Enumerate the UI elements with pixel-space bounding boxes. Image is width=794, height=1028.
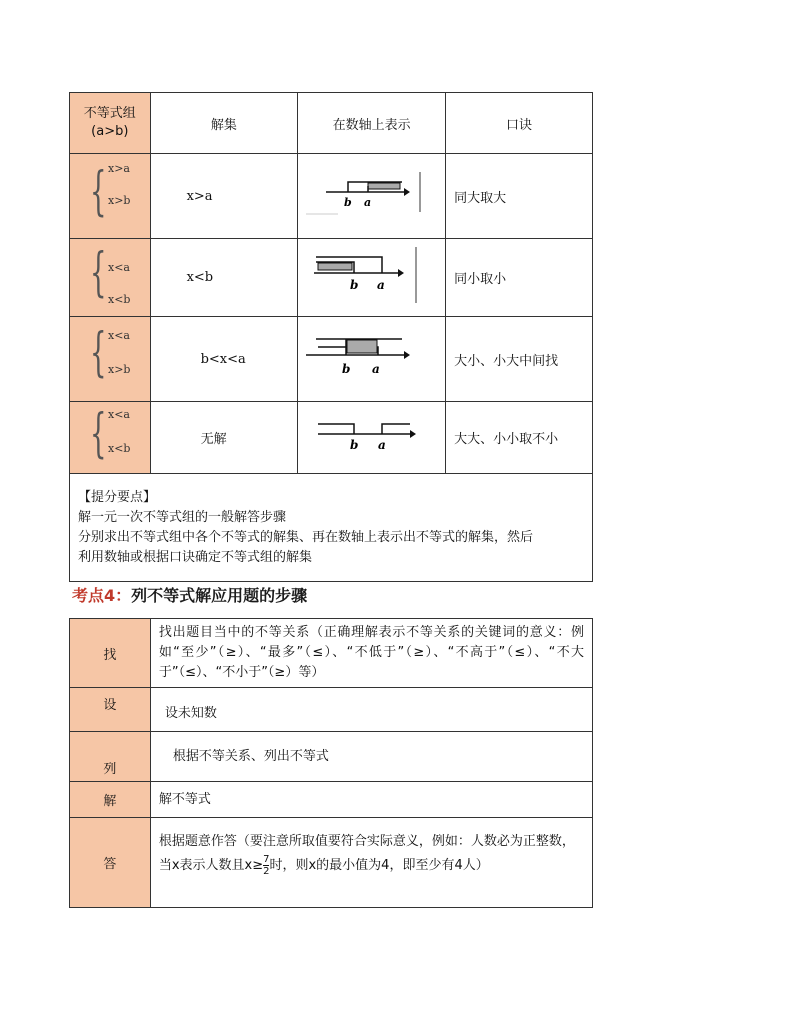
axis-label-b: b [344, 196, 352, 209]
table-row [70, 688, 593, 732]
table-header-row [70, 93, 593, 154]
tips-line: 利用数轴或根据口诀确定不等式组的解集 [78, 550, 313, 565]
header-system: 不等式组 (a>b) [70, 93, 151, 154]
number-line-diagram [298, 239, 445, 312]
number-line-diagram [298, 317, 445, 397]
table-row [70, 154, 593, 239]
brace-icon: { [90, 243, 107, 303]
step-label: 解 [70, 782, 151, 818]
table-row [70, 619, 593, 688]
solution-cell: b<x<a [150, 317, 298, 402]
number-line-diagram [298, 402, 445, 469]
inequality-2: x>b [108, 363, 131, 376]
solution-cell: x>a [150, 154, 298, 239]
step-label: 设 [70, 688, 151, 732]
step-content [150, 818, 592, 908]
step-content: 解不等式 [150, 782, 592, 818]
inequality-2: x<b [108, 293, 131, 306]
inequality-1: x<a [108, 329, 130, 342]
rhyme-cell: 同小取小 [446, 239, 593, 317]
rhyme-cell: 大大、小小取不小 [446, 402, 593, 474]
axis-label-a: a [372, 362, 380, 376]
answer-text-a: 根据题意作答（要注意所取值要符合实际意义，例如：人数必为正整数，当x表示人数且x≥ [158, 834, 575, 873]
step-content: 找出题目当中的不等关系（正确理解表示不等关系的关键词的意义：例如“至少”（≥）、“最多”（≤）、“不低于”（≥）、“不高于”（≤）、“不大于”（≤）、“不小于”（≥）等） [150, 619, 592, 688]
step-content: 根据不等关系、列出不等式 [150, 732, 592, 782]
table-row [70, 782, 593, 818]
step-label: 找 [70, 619, 151, 688]
number-line-cell [298, 239, 446, 317]
brace-icon: { [90, 404, 107, 464]
inequality-2: x>b [108, 194, 131, 207]
brace-icon: { [90, 162, 107, 222]
number-line-cell [298, 402, 446, 474]
rhyme-cell: 大小、小大中间找 [446, 317, 593, 402]
inequality-system-table [69, 92, 593, 582]
system-cell [70, 239, 151, 317]
table-row [70, 239, 593, 317]
system-cell [70, 154, 151, 239]
tips-cell [70, 474, 593, 582]
system-cell [70, 402, 151, 474]
number-line-diagram [298, 154, 445, 234]
word-problem-steps-table [69, 618, 593, 908]
step-content: 设未知数 [150, 688, 592, 732]
axis-label-b: b [350, 278, 359, 292]
inequality-1: x>a [108, 162, 130, 175]
tips-line: 分别求出不等式组中各个不等式的解集、再在数轴上表示出不等式的解集，然后 [78, 530, 534, 545]
step-label: 答 [70, 818, 151, 908]
axis-label-a: a [364, 196, 372, 209]
system-cell [70, 317, 151, 402]
brace-icon: { [90, 323, 107, 383]
table-row [70, 818, 593, 908]
rhyme-cell: 同大取大 [446, 154, 593, 239]
inequality-2: x<b [108, 442, 131, 455]
axis-label-b: b [350, 438, 359, 452]
tips-title: 【提分要点】 [78, 490, 157, 505]
section-prefix: 考点4： [72, 586, 132, 605]
section-title-text: 列不等式解应用题的步骤 [131, 586, 308, 605]
solution-cell: x<b [150, 239, 298, 317]
header-rhyme: 口诀 [446, 93, 593, 154]
header-solution: 解集 [150, 93, 298, 154]
solution-cell: 无解 [150, 402, 298, 474]
answer-text-b: 时，则x的最小值为4，即至少有4人） [269, 858, 489, 873]
table-row [70, 402, 593, 474]
tips-line: 解一元一次不等式组的一般解答步骤 [78, 510, 287, 525]
axis-label-b: b [342, 362, 351, 376]
header-number-line: 在数轴上表示 [298, 93, 446, 154]
tips-row [70, 474, 593, 582]
axis-label-a: a [378, 438, 386, 452]
table-row [70, 732, 593, 782]
number-line-cell [298, 317, 446, 402]
section-title [72, 583, 307, 606]
fraction-denominator: 2 [263, 866, 270, 877]
inequality-1: x<a [108, 408, 130, 421]
number-line-cell [298, 154, 446, 239]
inequality-1: x<a [108, 261, 130, 274]
axis-label-a: a [377, 278, 385, 292]
table-row [70, 317, 593, 402]
step-label: 列 [70, 732, 151, 782]
fraction-numerator: 7 [263, 854, 270, 865]
